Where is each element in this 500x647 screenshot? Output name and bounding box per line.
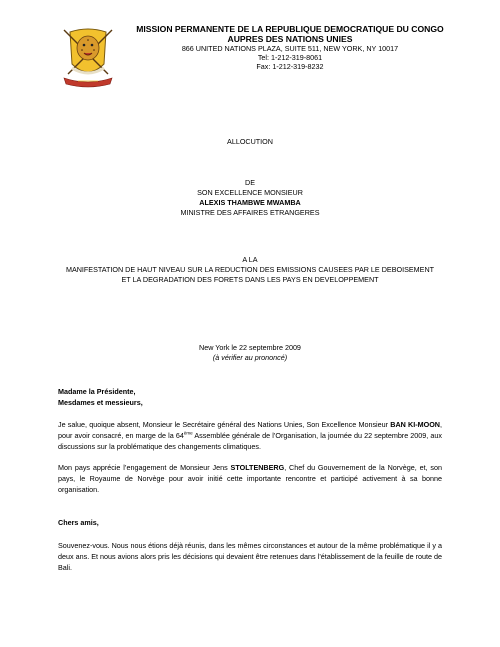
son-excellence-label: SON EXCELLENCE MONSIEUR (197, 188, 303, 197)
paragraph-1-name: BAN KI-MOON (390, 420, 440, 429)
paragraph-2-name: STOLTENBERG (230, 463, 285, 472)
event-line2: ET LA DEGRADATION DES FORETS DANS LES PAYS EN DEVELOPPEMENT (121, 275, 379, 284)
event-line1: MANIFESTATION DE HAUT NIVEAU SUR LA REDUCTION DES EMISSIONS CAUSEES PAR LE DEBOISEMENT (65, 265, 435, 274)
salutation-line2: Mesdames et messieurs, (58, 398, 143, 407)
letterhead-address: 866 UNITED NATIONS PLAZA, SUITE 511, NEW YORK, NY 10017 (181, 44, 399, 53)
letterhead-fax: Fax: 1-212-319-8232 (256, 62, 324, 71)
chers-amis-salutation: Chers amis, (58, 518, 99, 527)
a-la-label: A LA (242, 255, 258, 264)
date-block (0, 343, 500, 363)
speaker-name: ALEXIS THAMBWE MWAMBA (199, 198, 301, 207)
paragraph-3: Souvenez-vous. Nous nous étions déjà réunis, dans les mêmes circonstances et autour de la même problématique il y a deux ans. Et nous avions alors pris les décisions qui devaient être retenues dans l’établissement de la feuille de route de Bali. (58, 541, 442, 572)
salutation-line1: Madame la Présidente, (58, 387, 136, 396)
paragraph-1-text-b: , pour avoir consacré, en marge de la 64 (58, 420, 442, 440)
paragraph-2-text-b: , Chef du Gouvernement de la Norvège, et, son pays, le Royaume de Norvège pour avoir initié cette importante rencontre et participé activement à sa bonne organisation. (58, 463, 443, 494)
letterhead (120, 24, 460, 71)
event-block (0, 255, 500, 285)
paragraph-1 (58, 419, 442, 452)
paragraph-1-text-c: Assemblée générale de l’Organisation, la journée du 22 septembre 2009, aux discussions sur la problématique des changements climatiques. (58, 431, 442, 451)
allocution-heading: ALLOCUTION (227, 137, 273, 146)
letterhead-tel: Tel: 1-212-319-8061 (257, 53, 323, 62)
paragraph-2 (58, 462, 442, 495)
check-note: (à vérifier au prononcé) (212, 353, 288, 362)
paragraph-1-text-a: Je salue, quoique absent, Monsieur le Secrétaire général des Nations Unies, Son Excellence Monsieur (58, 420, 391, 429)
speaker-block (0, 178, 500, 218)
de-label: DE (245, 178, 255, 187)
salutation (58, 386, 442, 408)
paragraph-2-text-a: Mon pays apprécie l’engagement de Monsieur Jens (58, 463, 231, 472)
coat-of-arms-emblem (58, 24, 118, 90)
date-line: New York le 22 septembre 2009 (199, 343, 301, 352)
letterhead-title-line2: AUPRES DES NATIONS UNIES (227, 34, 353, 44)
speaker-title: MINISTRE DES AFFAIRES ETRANGERES (180, 208, 320, 217)
paragraph-1-superscript: ème (183, 430, 193, 436)
letterhead-title-line1: MISSION PERMANENTE DE LA REPUBLIQUE DEMOCRATIQUE DU CONGO (136, 24, 444, 34)
